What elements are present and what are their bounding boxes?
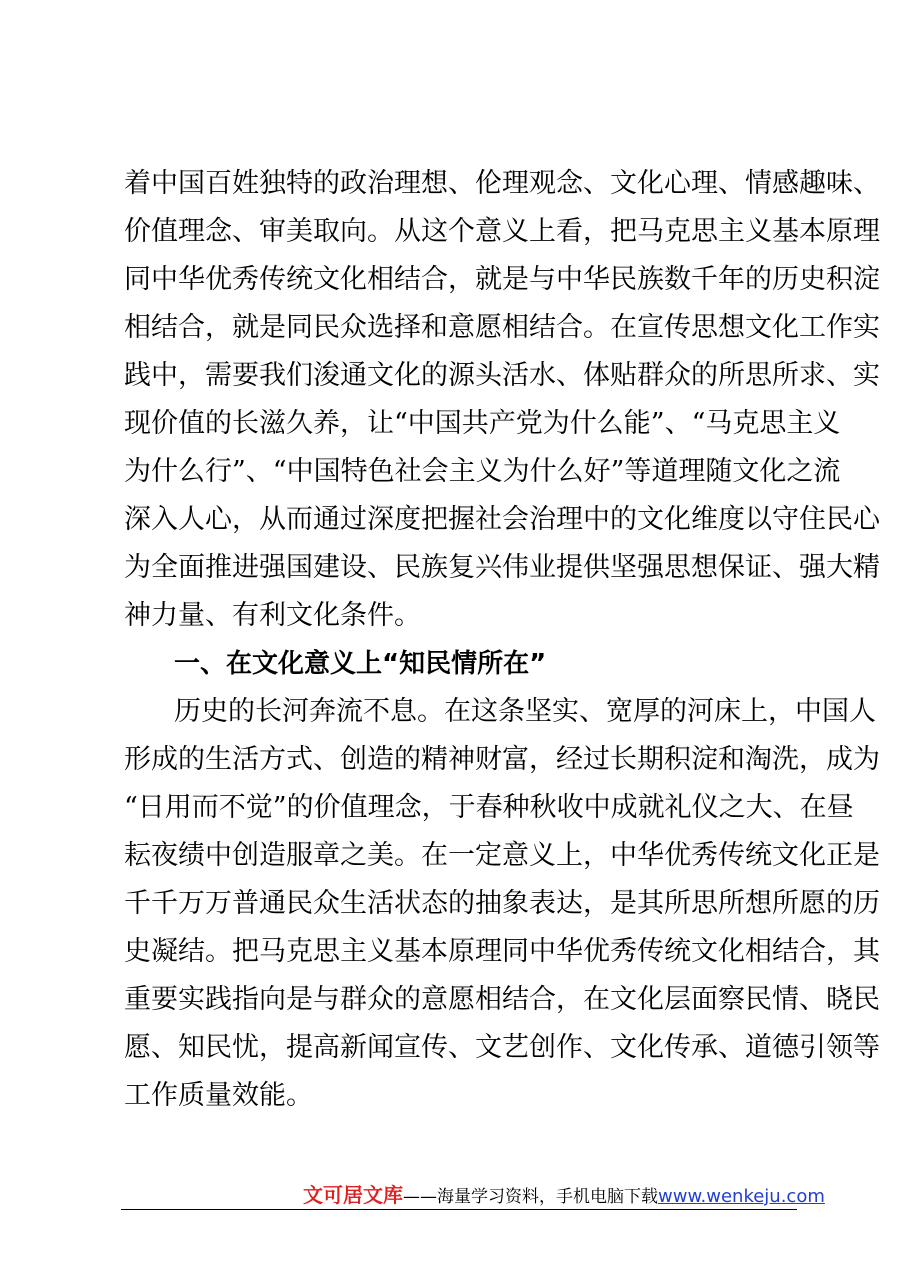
paragraph-line: 形成的生活方式、创造的精神财富，经过长期积淀和淘洗，成为 [124, 744, 880, 775]
paragraph-line: 历史的长河奔流不息。在这条坚实、宽厚的河床上，中国人 [174, 696, 876, 727]
paragraph-line: 深入人心，从而通过深度把握社会治理中的文化维度以守住民心 [124, 504, 880, 535]
footer-brand: 文可居文库 [303, 1183, 403, 1207]
paragraph-line: 愿、知民忧，提高新闻宣传、文艺创作、文化传承、道德引领等 [124, 1032, 880, 1063]
paragraph-line: 现价值的长滋久养，让“中国共产党为什么能”、“马克思主义 [124, 408, 841, 439]
paragraph-line: 为全面推进强国建设、民族复兴伟业提供坚强思想保证、强大精 [124, 552, 880, 583]
paragraph-line: 相结合，就是同民众选择和意愿相结合。在宣传思想文化工作实 [124, 312, 880, 343]
paragraph-line: 着中国百姓独特的政治理想、伦理观念、文化心理、情感趣味、 [124, 168, 880, 199]
page-footer [121, 1180, 825, 1212]
paragraph-line: 千千万万普通民众生活状态的抽象表达，是其所思所想所愿的历 [124, 888, 880, 919]
section-heading: 一、在文化意义上“知民情所在” [174, 649, 547, 679]
footer-content [303, 1180, 825, 1212]
paragraph-line: 价值理念、审美取向。从这个意义上看，把马克思主义基本原理 [124, 216, 880, 247]
paragraph-line: 为什么行”、“中国特色社会主义为什么好”等道理随文化之流 [124, 456, 841, 487]
paragraph-line: 践中，需要我们浚通文化的源头活水、体贴群众的所思所求、实 [124, 360, 880, 391]
paragraph-line: 耘夜绩中创造服章之美。在一定意义上，中华优秀传统文化正是 [124, 840, 880, 871]
footer-link[interactable]: www.wenkeju.com [658, 1186, 825, 1207]
footer-description: ——海量学习资料，手机电脑下载 [403, 1187, 658, 1207]
paragraph-line: 工作质量效能。 [124, 1080, 313, 1111]
paragraph-line: 神力量、有利文化条件。 [124, 600, 421, 631]
footer-divider [121, 1209, 797, 1210]
paragraph-line: 史凝结。把马克思主义基本原理同中华优秀传统文化相结合，其 [124, 936, 880, 967]
paragraph-line: “日用而不觉”的价值理念，于春种秋收中成就礼仪之大、在昼 [124, 792, 854, 823]
paragraph-line: 重要实践指向是与群众的意愿相结合，在文化层面察民情、晓民 [124, 984, 880, 1015]
paragraph-line: 同中华优秀传统文化相结合，就是与中华民族数千年的历史积淀 [124, 264, 880, 295]
